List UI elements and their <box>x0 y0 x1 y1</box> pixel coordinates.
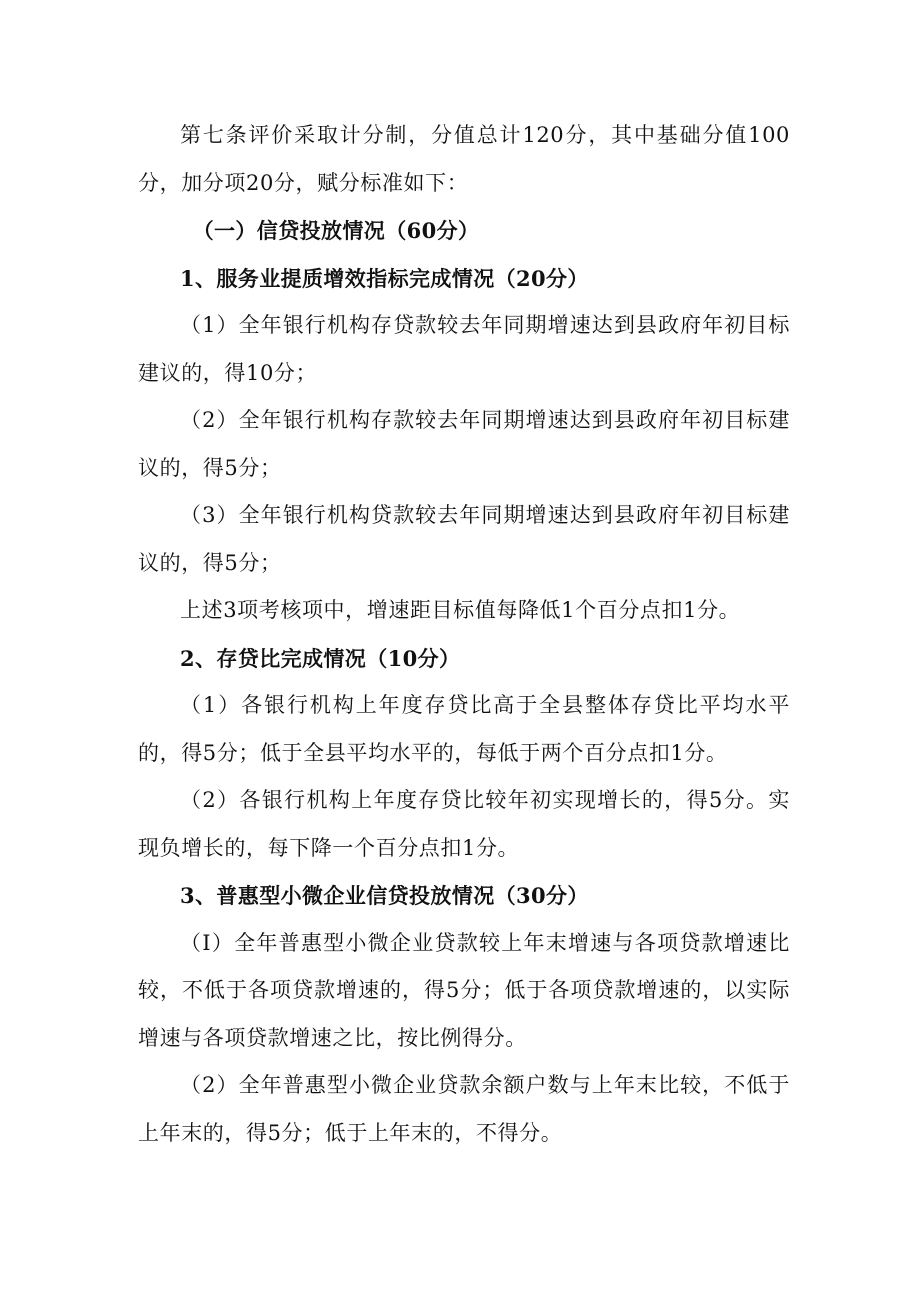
paragraph-item-1-2: （2）全年银行机构存款较去年同期增速达到县政府年初目标建议的，得5分； <box>138 408 790 480</box>
heading-credit-lending: （一）信贷投放情况（60分） <box>192 218 480 243</box>
paragraph-deduction-note: 上述3项考核项中，增速距目标值每降低1个百分点扣1分。 <box>180 598 741 622</box>
paragraph-item-1-3: （3）全年银行机构贷款较去年同期增速达到县政府年初目标建议的，得5分； <box>138 503 790 575</box>
paragraph-item-3-1: （I）全年普惠型小微企业贷款较上年末增速与各项贷款增速比较，不低于各项贷款增速的，得5分；低于各项贷款增速的，以实际增速与各项贷款增速之比，按比例得分。 <box>138 930 790 1050</box>
heading-service-indicators: 1、服务业提质增效指标完成情况（20分） <box>180 265 589 291</box>
paragraph-item-2-1: （1）各银行机构上年度存贷比高于全县整体存贷比平均水平的，得5分；低于全县平均水平的，每低于两个百分点扣1分。 <box>138 693 790 765</box>
paragraph-item-2-2: （2）各银行机构上年度存贷比较年初实现增长的，得5分。实现负增长的，每下降一个百分点扣1分。 <box>138 788 790 860</box>
paragraph-item-3-2: （2）全年普惠型小微企业贷款余额户数与上年末比较，不低于上年末的，得5分；低于上年末的，不得分。 <box>138 1073 790 1145</box>
paragraph-item-1-1: （1）全年银行机构存贷款较去年同期增速达到县政府年初目标建议的，得10分； <box>138 313 790 385</box>
paragraph-article-7: 第七条评价采取计分制，分值总计120分，其中基础分值100分，加分项20分，赋分标准如下： <box>138 123 790 195</box>
heading-loan-deposit-ratio: 2、存贷比完成情况（10分） <box>180 645 461 671</box>
heading-micro-enterprise-credit: 3、普惠型小微企业信贷投放情况（30分） <box>180 883 589 908</box>
document-body <box>138 112 790 1157</box>
